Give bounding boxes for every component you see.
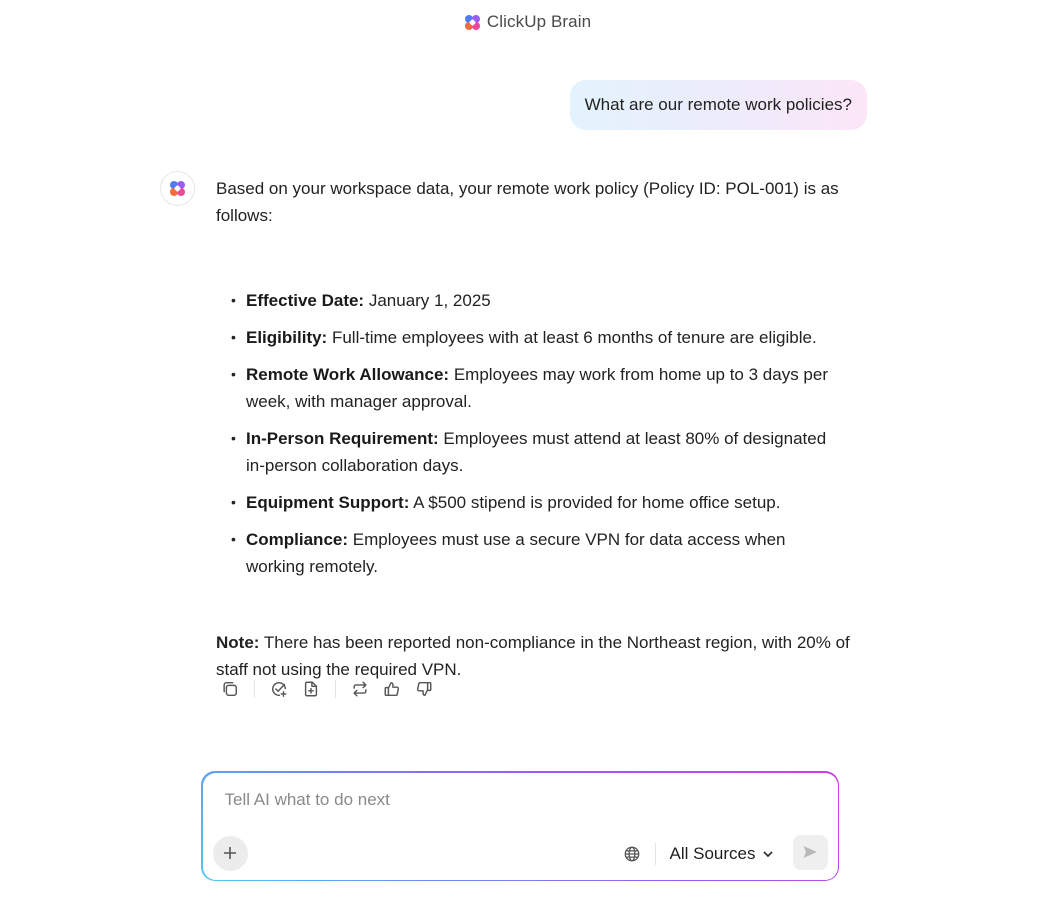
composer-inner [203, 773, 838, 880]
thumbs-down-icon [415, 680, 433, 698]
thumbs-down-button[interactable] [412, 678, 436, 700]
list-item [231, 361, 856, 415]
policy-label: Eligibility: [246, 328, 328, 347]
doc-plus-icon [302, 680, 320, 698]
divider [335, 680, 336, 698]
user-message-bubble [570, 80, 867, 130]
globe-icon [623, 845, 641, 863]
list-item [231, 526, 856, 580]
policy-text: Employees must use a secure VPN for data access when working remotely. [246, 530, 786, 576]
copy-icon [221, 680, 239, 698]
thumbs-up-button[interactable] [380, 678, 404, 700]
header [0, 12, 1055, 32]
user-message-text: What are our remote work policies? [584, 95, 852, 114]
policy-label: In-Person Requirement: [246, 429, 439, 448]
assistant-note [216, 629, 856, 683]
policy-label: Compliance: [246, 530, 349, 549]
plus-icon [222, 845, 238, 861]
list-item [231, 287, 856, 314]
add-attachment-button[interactable] [213, 836, 248, 871]
policy-label: Remote Work Allowance: [246, 365, 450, 384]
send-icon [801, 843, 819, 861]
note-text: There has been reported non-compliance in the Northeast region, with 20% of staff not using the required VPN. [216, 633, 850, 679]
send-button[interactable] [793, 835, 828, 870]
copy-button[interactable] [218, 678, 242, 700]
divider [655, 843, 656, 865]
clickup-brain-logo-icon [464, 14, 481, 31]
divider [254, 680, 255, 698]
app-title: ClickUp Brain [486, 12, 592, 31]
policy-list [216, 287, 856, 580]
sources-label: All Sources [669, 843, 756, 863]
web-search-toggle[interactable] [622, 844, 642, 864]
clickup-brain-logo-icon [169, 180, 186, 197]
policy-text: Employees must attend at least 80% of designated in-person collaboration days. [246, 429, 827, 475]
thumbs-up-icon [383, 680, 401, 698]
list-item [231, 425, 856, 479]
list-item [231, 489, 856, 516]
assistant-message [216, 175, 856, 683]
policy-text: A $500 stipend is provided for home office setup. [409, 493, 781, 512]
create-task-button[interactable] [267, 678, 291, 700]
assistant-avatar [160, 171, 195, 206]
sources-dropdown[interactable] [670, 842, 775, 866]
regenerate-button[interactable] [348, 678, 372, 700]
policy-text: January 1, 2025 [364, 291, 491, 310]
policy-label: Equipment Support: [246, 493, 410, 512]
policy-label: Effective Date: [246, 291, 365, 310]
chevron-down-icon [762, 848, 774, 860]
policy-text: Full-time employees with at least 6 months of tenure are eligible. [327, 328, 817, 347]
composer [201, 771, 839, 881]
list-item [231, 324, 856, 351]
check-circle-plus-icon [270, 680, 288, 698]
prompt-input[interactable] [225, 790, 805, 810]
assistant-intro: Based on your workspace data, your remote work policy (Policy ID: POL-001) is as follows: [216, 179, 839, 225]
message-actions [218, 678, 444, 700]
policy-text: Employees may work from home up to 3 days per week, with manager approval. [246, 365, 828, 411]
repeat-icon [351, 680, 369, 698]
note-label: Note: [216, 633, 260, 652]
create-doc-button[interactable] [299, 678, 323, 700]
